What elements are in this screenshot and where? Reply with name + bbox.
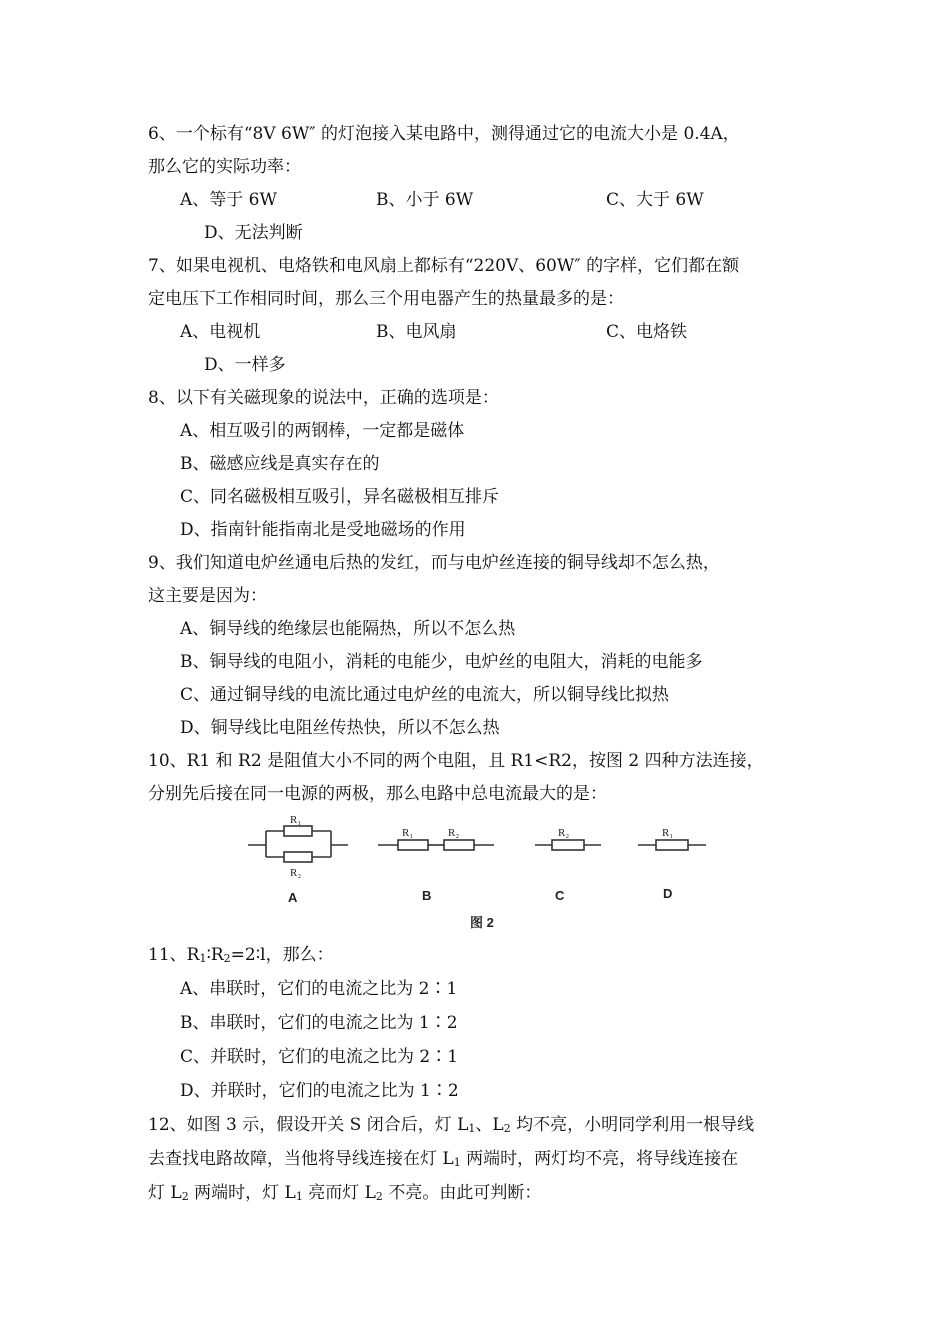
circuit-d-resistor-r1 xyxy=(656,840,688,850)
circuit-d-label: D xyxy=(663,886,673,901)
q8-option-c: C、同名磁极相互吸引，异名磁极相互排斥 xyxy=(180,487,500,507)
circuit-a-parallel xyxy=(248,826,348,862)
circuit-a-resistor-r1 xyxy=(284,826,312,836)
q7-option-b: B、电风扇 xyxy=(376,322,457,342)
q11-option-d: D、并联时，它们的电流之比为 1∶2 xyxy=(180,1081,459,1101)
circuit-b-series xyxy=(378,840,494,850)
circuit-c-r2-label: R₂ xyxy=(558,827,570,839)
circuit-a-label: A xyxy=(288,890,298,905)
q8-stem: 8、以下有关磁现象的说法中，正确的选项是： xyxy=(148,388,499,408)
q8-option-a: A、相互吸引的两钢棒，一定都是磁体 xyxy=(180,421,465,441)
circuit-c-label: C xyxy=(555,888,565,903)
q9-option-b: B、铜导线的电阻小，消耗的电能少，电炉丝的电阻大，消耗的电能多 xyxy=(180,652,703,672)
q9-stem-line-1: 9、我们知道电炉丝通电后热的发红，而与电炉丝连接的铜导线却不怎么热， xyxy=(148,553,720,573)
q10-stem-line-2: 分别先后接在同一电源的两极，那么电路中总电流最大的是： xyxy=(148,784,607,804)
figure-caption: 图 2 xyxy=(470,915,494,930)
circuit-d-r1 xyxy=(638,840,706,850)
q8-option-d: D、指南针能指南北是受地磁场的作用 xyxy=(180,520,466,540)
circuit-b-resistor-r1 xyxy=(398,840,428,850)
q9-option-d: D、铜导线比电阻丝传热快，所以不怎么热 xyxy=(180,718,500,738)
q7-option-d: D、一样多 xyxy=(204,355,286,375)
q11-option-c: C、并联时，它们的电流之比为 2∶1 xyxy=(180,1047,459,1067)
q10-stem-line-1: 10、R1 和 R2 是阻值大小不同的两个电阻，且 R1<R2，按图 2 四种方法连接， xyxy=(148,751,764,771)
q9-option-c: C、通过铜导线的电流比通过电炉丝的电流大，所以铜导线比拟热 xyxy=(180,685,670,705)
q7-stem-line-1: 7、如果电视机、电烙铁和电风扇上都标有“220V、60W″ 的字样，它们都在额 xyxy=(148,256,740,276)
circuit-b-resistor-r2 xyxy=(444,840,474,850)
q12-stem-line-1: 12、如图 3 示，假设开关 S 闭合后，灯 $L_1$、$L_2$ 均不亮，小明同学利用一根导线 xyxy=(148,1115,755,1135)
q6-stem-line-1: 6、一个标有“8V 6W″ 的灯泡接入某电路中，测得通过它的电流大小是 0.4A， xyxy=(148,124,740,144)
circuit-figure xyxy=(240,812,720,937)
q9-option-a: A、铜导线的绝缘层也能隔热，所以不怎么热 xyxy=(180,619,516,639)
circuit-a-r1-label: R₁ xyxy=(290,814,302,826)
q7-option-a: A、电视机 xyxy=(180,322,261,342)
circuit-a-resistor-r2 xyxy=(284,852,312,862)
circuit-d-r1-label: R₁ xyxy=(662,827,674,839)
q7-option-c: C、电烙铁 xyxy=(606,322,688,342)
q12-stem-line-2: 去查找电路故障，当他将导线连接在灯 $L_1$ 两端时，两灯均不亮，将导线连接在 xyxy=(148,1149,739,1169)
q8-option-b: B、磁感应线是真实存在的 xyxy=(180,454,380,474)
circuit-a-r2-label: R₂ xyxy=(290,867,302,879)
q6-option-b: B、小于 6W xyxy=(376,190,474,210)
q6-option-d: D、无法判断 xyxy=(204,223,303,243)
circuit-b-r1-label: R₁ xyxy=(402,827,414,839)
circuit-b-label: B xyxy=(422,888,432,903)
circuit-c-r2 xyxy=(535,840,601,850)
circuit-b-r2-label: R₂ xyxy=(448,827,460,839)
q9-stem-line-2: 这主要是因为： xyxy=(148,586,267,606)
circuit-c-resistor-r2 xyxy=(552,840,584,850)
q12-stem-line-3: 灯 $L_2$ 两端时，灯 $L_1$ 亮而灯 $L_2$ 不亮。由此可判断： xyxy=(148,1183,542,1203)
q6-option-c: C、大于 6W xyxy=(606,190,704,210)
q7-stem-line-2: 定电压下工作相同时间，那么三个用电器产生的热量最多的是： xyxy=(148,289,624,309)
q11-stem: 11、$R_1∶R_2=2∶l$，那么： xyxy=(148,945,334,965)
q11-option-a: A、串联时，它们的电流之比为 2∶1 xyxy=(180,979,458,999)
q6-option-a: A、等于 6W xyxy=(180,190,277,210)
q11-option-b: B、串联时，它们的电流之比为 1∶2 xyxy=(180,1013,458,1033)
q6-stem-line-2: 那么它的实际功率： xyxy=(148,157,301,177)
